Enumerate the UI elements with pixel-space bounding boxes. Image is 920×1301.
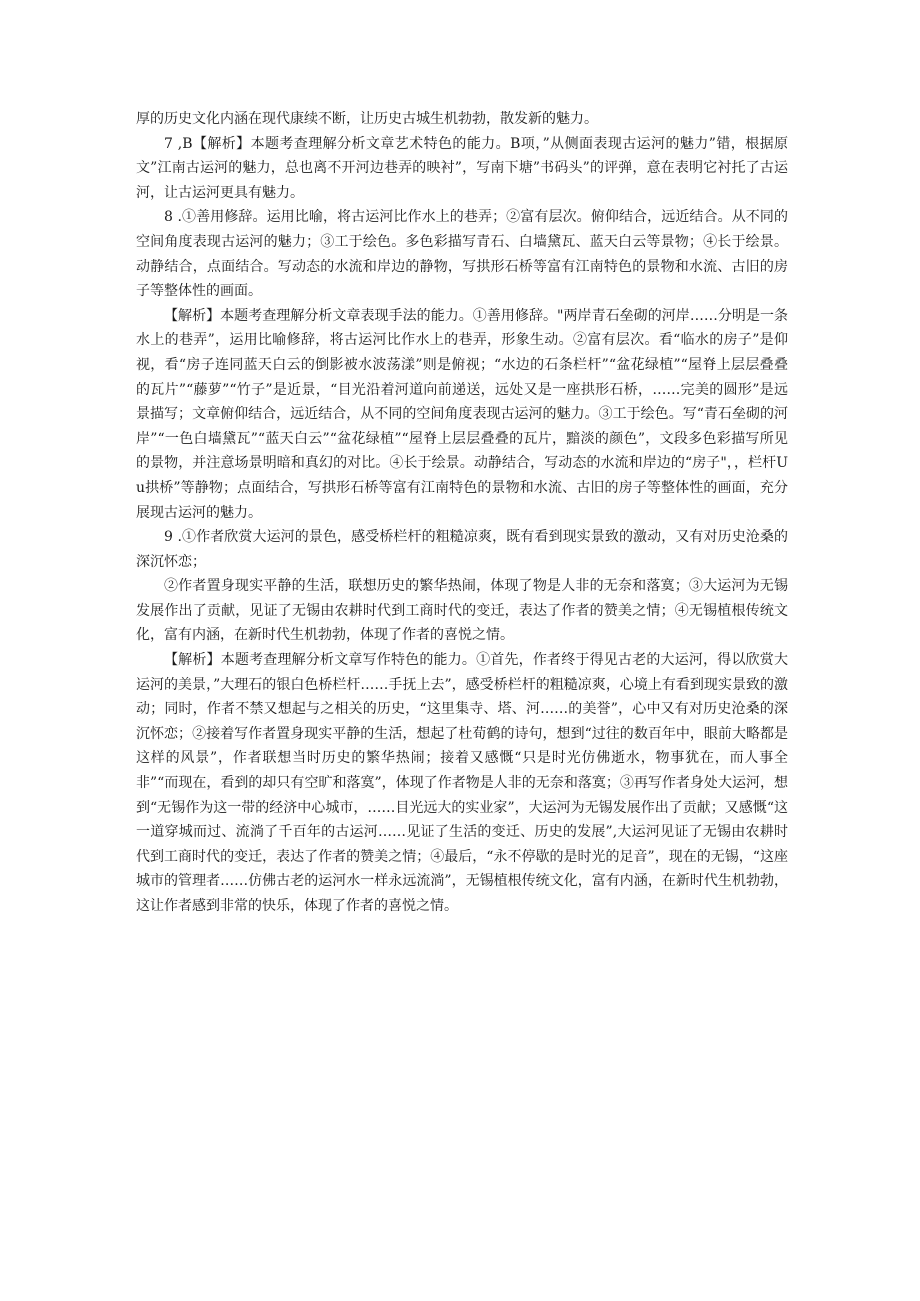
answer-9-part-1: 9 .①作者欣赏大运河的景色，感受桥栏杆的粗糙凉爽，既有看到现实景致的激动，又有对历史沧桑的深沉怀恋； xyxy=(136,529,788,570)
analysis-8: 【解析】本题考查理解分析文章表现手法的能力。①善用修辞。"两岸青石垒砌的河岸……分明是一条水上的巷弄”，运用比喻修辞，将古运河比作水上的巷弄，形象生动。②富有层次。看“临水的房子”是仰视，看“房子连同蓝天白云的倒影被水波荡漾”则是俯视；“水边的石条栏杆”“盆花绿植”“屋脊上层层叠叠的瓦片”“藤萝”“竹子”是近景，“目光沿着河道向前递送，远处又是一座拱形石桥，……完美的圆形”是远景描写；文章俯仰结合，远近结合，从不同的空间角度表现古运河的魅力。③工于绘色。写“青石垒砌的河岸”“一色白墙黛瓦”“蓝天白云”“盆花绿植”“屋脊上层层叠叠的瓦片，黯淡的颜色”，文段多色彩描写所见的景物，并注意场景明暗和真幻的对比。④长于绘景。动静结合，写动态的水流和岸边的“房子"，，栏杆Uu拱桥”等静物；点面结合，写拱形石桥等富有江南特色的景物和水流、古旧的房子等整体性的画面，充分展现古运河的魅力。 xyxy=(136,307,788,521)
answer-7: 7 ,B【解析】本题考查理解分析文章艺术特色的能力。B项，”从侧面表现古运河的魅力”错，根据原文”江南古运河的魅力，总也离不开河边巷弄的映衬”，写南下塘”书码头”的评弹，意在表明它衬托了古运河，让古运河更具有魅力。 xyxy=(136,135,788,201)
answer-9-part-2: ②作者置身现实平静的生活，联想历史的繁华热闹，体现了物是人非的无奈和落寞；③大运河为无锡发展作出了贡献，见证了无锡由农耕时代到工商时代的变迁，表达了作者的赞美之情；④无锡植根传统文化，富有内涵，在新时代生机勃勃，体现了作者的喜悦之情。 xyxy=(136,578,788,644)
paragraph-continuation: 厚的历史文化内涵在现代康续不断，让历史古城生机勃勃，散发新的魅力。 xyxy=(136,111,598,127)
analysis-9: 【解析】本题考查理解分析文章写作特色的能力。①首先，作者终于得见古老的大运河，得以欣赏大运河的美景，”大理石的银白色桥栏杆……手抚上去”，感受桥栏杆的粗糙凉爽，心境上有看到现实景致的激动；同时，作者不禁又想起与之相关的历史，“这里集寺、塔、河……的美誉”，心中又有对历史沧桑的深沉怀恋；②接着写作者置身现实平静的生活，想起了杜荀鹤的诗句，想到“过往的数百年中，眼前大略都是这样的风景”，作者联想当时历史的繁华热闹；接着又感慨“只是时光仿佛逝水，物事犹在，而人事全非”“而现在，看到的却只有空旷和落寞”，体现了作者物是人非的无奈和落寞；③再写作者身处大运河，想到“无锡作为这一带的经济中心城市，……目光远大的实业家”，大运河为无锡发展作出了贡献；又感慨“这一道穿城而过、流淌了千百年的古运河……见证了生活的变迁、历史的发展”,大运河见证了无锡由农耕时代到工商时代的变迁，表达了作者的赞美之情；④最后，“永不停歇的是时光的足音”，现在的无锡，“这座城市的管理者……仿佛古老的运河水一样永远流淌”，无锡植根传统文化，富有内涵，在新时代生机勃勃，这让作者感到非常的快乐，体现了作者的喜悦之情。 xyxy=(136,652,788,914)
document-page xyxy=(136,107,788,919)
answer-8: 8 .①善用修辞。运用比喻，将古运河比作水上的巷弄；②富有层次。俯仰结合，远近结合。从不同的空间角度表现古运河的魅力；③工于绘色。多色彩描写青石、白墙黛瓦、蓝天白云等景物；④长于绘景。动静结合，点面结合。写动态的水流和岸边的静物，写拱形石桥等富有江南特色的景物和水流、古旧的房子等整体性的画面。 xyxy=(136,209,788,300)
